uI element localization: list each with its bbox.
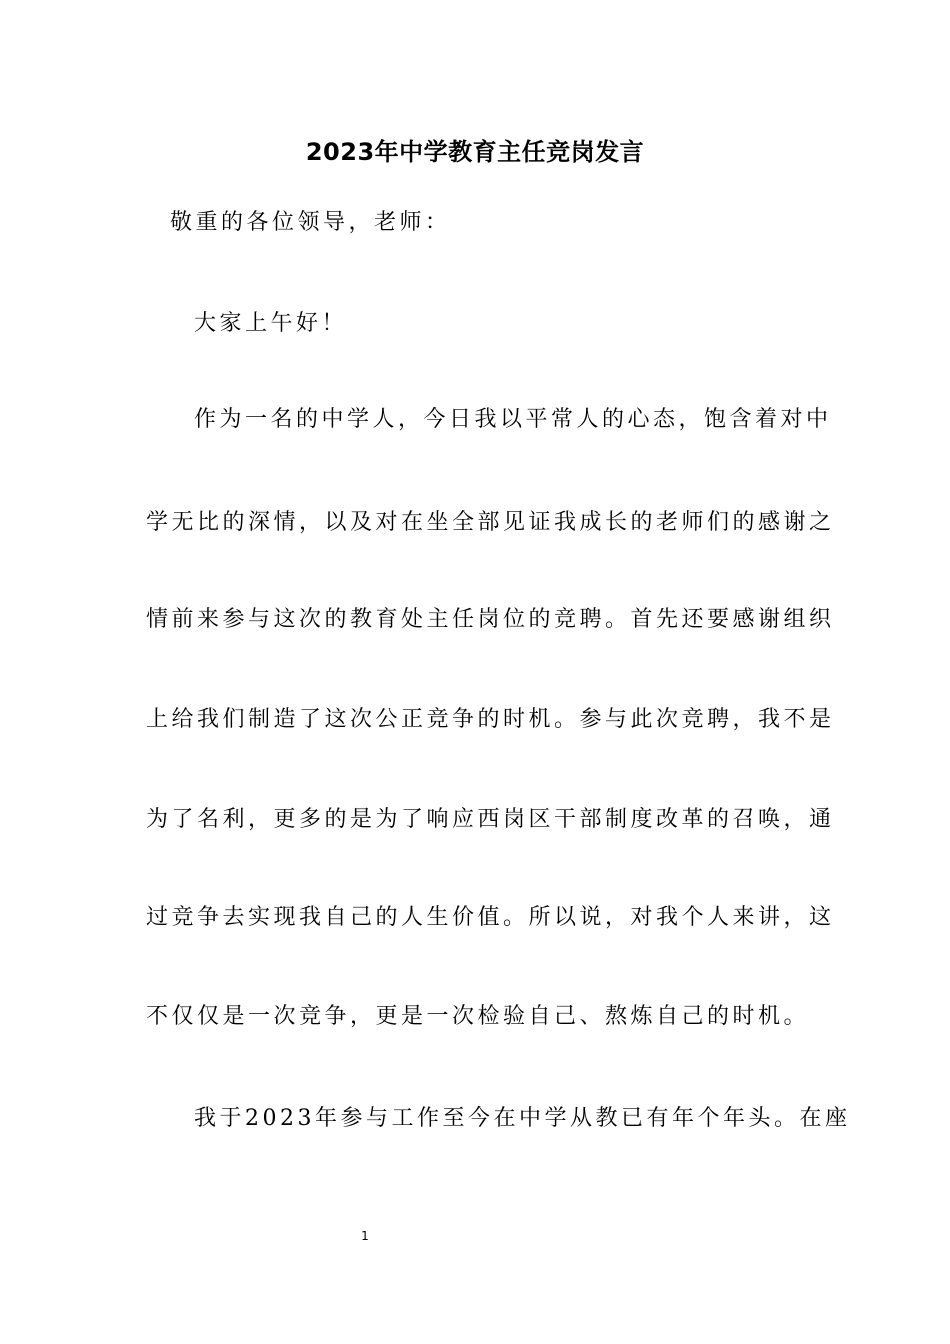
paragraph-line-4: 上给我们制造了这次公正竞争的时机。参与此次竞聘，我不是 (146, 707, 835, 732)
salutation-line: 敬重的各位领导，老师： (170, 210, 451, 235)
paragraph-2-line-1: 我于2023年参与工作至今在中学从教已有年个年头。在座 (194, 1106, 851, 1131)
page-number: 1 (361, 1229, 369, 1243)
document-title: 2023年中学教育主任竞岗发言 (305, 138, 645, 166)
paragraph-line-2: 学无比的深情，以及对在坐全部见证我成长的老师们的感谢之 (146, 510, 835, 535)
paragraph-line-1: 作为一名的中学人，今日我以平常人的心态，饱含着对中 (194, 407, 832, 432)
paragraph-line-3: 情前来参与这次的教育处主任岗位的竞聘。首先还要感谢组织 (146, 607, 835, 632)
greeting-line: 大家上午好！ (194, 311, 348, 336)
paragraph-line-7: 不仅仅是一次竞争，更是一次检验自己、熬炼自己的时机。 (146, 1004, 810, 1029)
paragraph-line-6: 过竞争去实现我自己的人生价值。所以说，对我个人来讲，这 (146, 905, 835, 930)
paragraph-line-5: 为了名利，更多的是为了响应西岗区干部制度改革的召唤，通 (146, 807, 835, 832)
